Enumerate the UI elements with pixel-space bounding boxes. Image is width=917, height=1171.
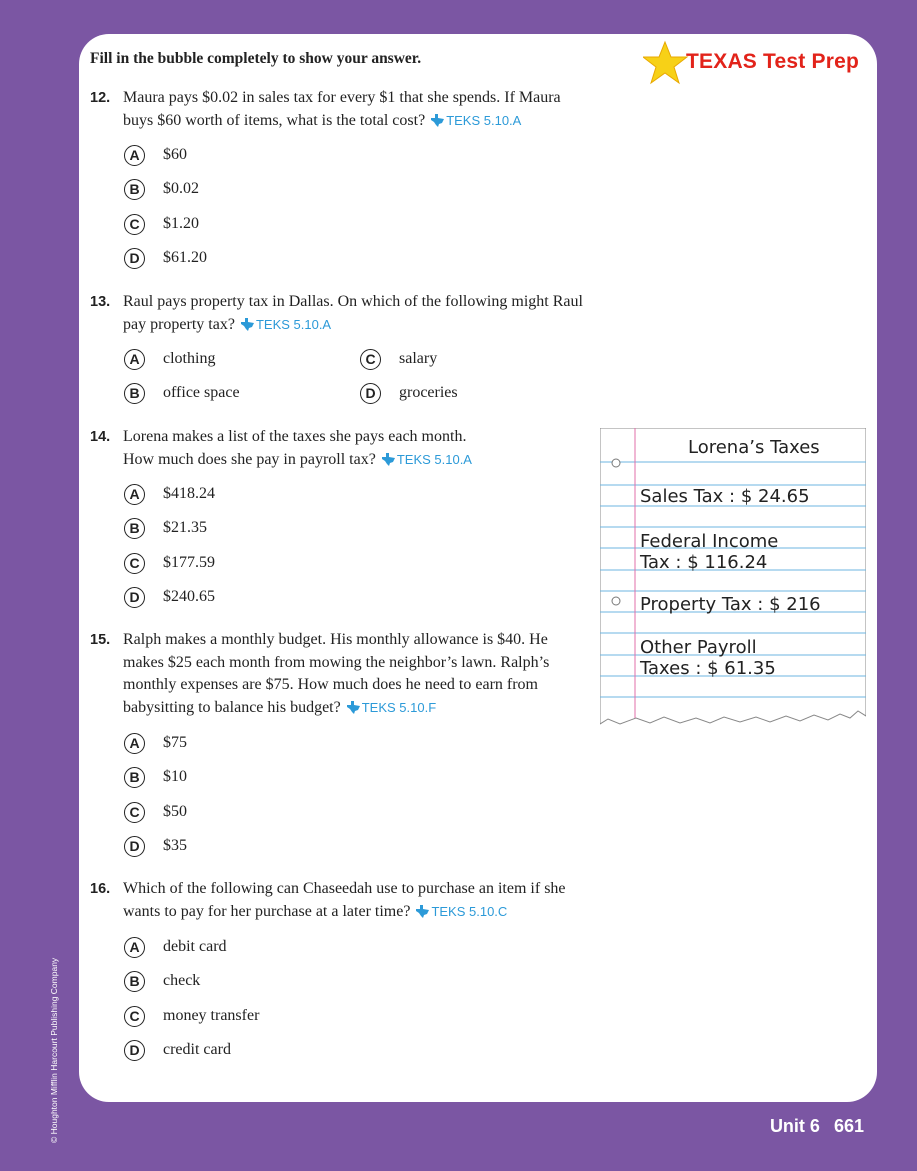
instructions: Fill in the bubble completely to show your answer. <box>90 50 422 67</box>
texas-icon <box>345 701 360 714</box>
question-number: 15. <box>90 632 111 648</box>
option-text: $61.20 <box>163 249 207 266</box>
answer-bubble[interactable]: B <box>124 383 145 404</box>
option-text: groceries <box>399 384 458 401</box>
page-footer <box>756 1116 864 1137</box>
option-text: office space <box>163 384 240 401</box>
teks-link[interactable] <box>239 317 331 332</box>
question-number: 13. <box>90 294 111 310</box>
teks-link[interactable] <box>414 904 507 919</box>
question-number: 16. <box>90 881 111 897</box>
option-text: $240.65 <box>163 588 215 605</box>
question-line: Maura pays $0.02 in sales tax for every $1 that she spends. If Maura <box>123 89 561 106</box>
question-text <box>123 426 472 471</box>
question-line: How much does she pay in payroll tax? <box>123 450 376 468</box>
question-line: Ralph makes a monthly budget. His monthly allowance is $40. He <box>123 631 548 648</box>
answer-bubble[interactable]: C <box>360 349 381 370</box>
sales-tax-entry: Sales Tax : $ 24.65 <box>640 486 810 507</box>
question-text <box>123 629 549 719</box>
answer-bubble[interactable]: A <box>124 733 145 754</box>
question-text <box>123 87 561 132</box>
unit-label: Unit 6 <box>769 1116 820 1136</box>
copyright: © Houghton Mifflin Harcourt Publishing Company <box>49 957 59 1143</box>
option-text: $10 <box>163 768 187 785</box>
texas-icon <box>429 114 444 127</box>
option-text: $75 <box>163 734 187 751</box>
page-number: 661 <box>833 1116 864 1136</box>
option-text: debit card <box>163 938 227 955</box>
other-payroll-entry: Other Payroll <box>640 637 757 658</box>
answer-bubble[interactable]: B <box>124 518 145 539</box>
property-tax-entry: Property Tax : $ 216 <box>640 594 821 615</box>
option-text: $177.59 <box>163 554 215 571</box>
answer-bubble[interactable]: A <box>124 349 145 370</box>
question-line: Lorena makes a list of the taxes she pays each month. <box>123 428 467 445</box>
badge-text: TEXAS Test Prep <box>686 50 859 73</box>
question-line: babysitting to balance his budget? <box>123 698 341 716</box>
option-text: $418.24 <box>163 485 215 502</box>
answer-bubble[interactable]: B <box>124 767 145 788</box>
option-text: $35 <box>163 837 187 854</box>
question-line: wants to pay for her purchase at a later time? <box>123 902 411 920</box>
teks-link[interactable] <box>345 700 436 715</box>
notebook-title: Lorena’s Taxes <box>688 437 820 458</box>
answer-bubble[interactable]: D <box>124 1040 145 1061</box>
question-line: Which of the following can Chaseedah use to purchase an item if she <box>123 880 566 897</box>
answer-bubble[interactable]: A <box>124 937 145 958</box>
option-text: $0.02 <box>163 180 199 197</box>
texas-icon <box>239 318 254 331</box>
question-text <box>123 291 583 336</box>
answer-bubble[interactable]: B <box>124 971 145 992</box>
teks-label: TEKS 5.10.A <box>255 316 332 332</box>
answer-bubble[interactable]: C <box>124 802 145 823</box>
option-text: clothing <box>163 350 216 367</box>
question-line: monthly expenses are $75. How much does he need to earn from <box>123 676 538 694</box>
answer-bubble[interactable]: C <box>124 553 145 574</box>
option-text: $1.20 <box>163 215 199 232</box>
notebook-paper <box>600 428 866 728</box>
answer-bubble[interactable]: A <box>124 145 145 166</box>
answer-bubble[interactable]: B <box>124 179 145 200</box>
option-text: money transfer <box>163 1007 260 1024</box>
option-text: salary <box>399 350 438 367</box>
question-line: Raul pays property tax in Dallas. On which of the following might Raul <box>123 293 583 310</box>
teks-label: TEKS 5.10.C <box>431 903 508 919</box>
question-text <box>123 878 566 923</box>
answer-bubble[interactable]: D <box>124 587 145 608</box>
answer-bubble[interactable]: D <box>124 836 145 857</box>
answer-bubble[interactable]: D <box>124 248 145 269</box>
federal-income-amount: Tax : $ 116.24 <box>640 552 768 573</box>
option-text: $60 <box>163 146 187 163</box>
question-line: buys $60 worth of items, what is the total cost? <box>123 111 426 129</box>
federal-income-entry: Federal Income <box>640 531 779 552</box>
star-icon <box>643 42 687 83</box>
texas-icon <box>380 453 395 466</box>
other-payroll-amount: Taxes : $ 61.35 <box>640 658 776 679</box>
option-text: $21.35 <box>163 519 207 536</box>
teks-link[interactable] <box>380 452 472 467</box>
lorenas-taxes-note <box>600 428 866 728</box>
answer-bubble[interactable]: D <box>360 383 381 404</box>
question-line: pay property tax? <box>123 315 235 333</box>
answer-bubble[interactable]: A <box>124 484 145 505</box>
question-number: 14. <box>90 429 111 445</box>
answer-bubble[interactable]: C <box>124 214 145 235</box>
option-text: $50 <box>163 803 187 820</box>
question-line: makes $25 each month from mowing the neighbor’s lawn. Ralph’s <box>123 653 550 671</box>
texas-icon <box>414 905 429 918</box>
option-text: credit card <box>163 1041 231 1058</box>
question-number: 12. <box>90 90 111 106</box>
teks-label: TEKS 5.10.F <box>361 699 437 715</box>
answer-bubble[interactable]: C <box>124 1006 145 1027</box>
teks-label: TEKS 5.10.A <box>446 112 522 128</box>
option-text: check <box>163 972 201 989</box>
teks-link[interactable] <box>429 113 521 128</box>
teks-label: TEKS 5.10.A <box>396 451 472 467</box>
